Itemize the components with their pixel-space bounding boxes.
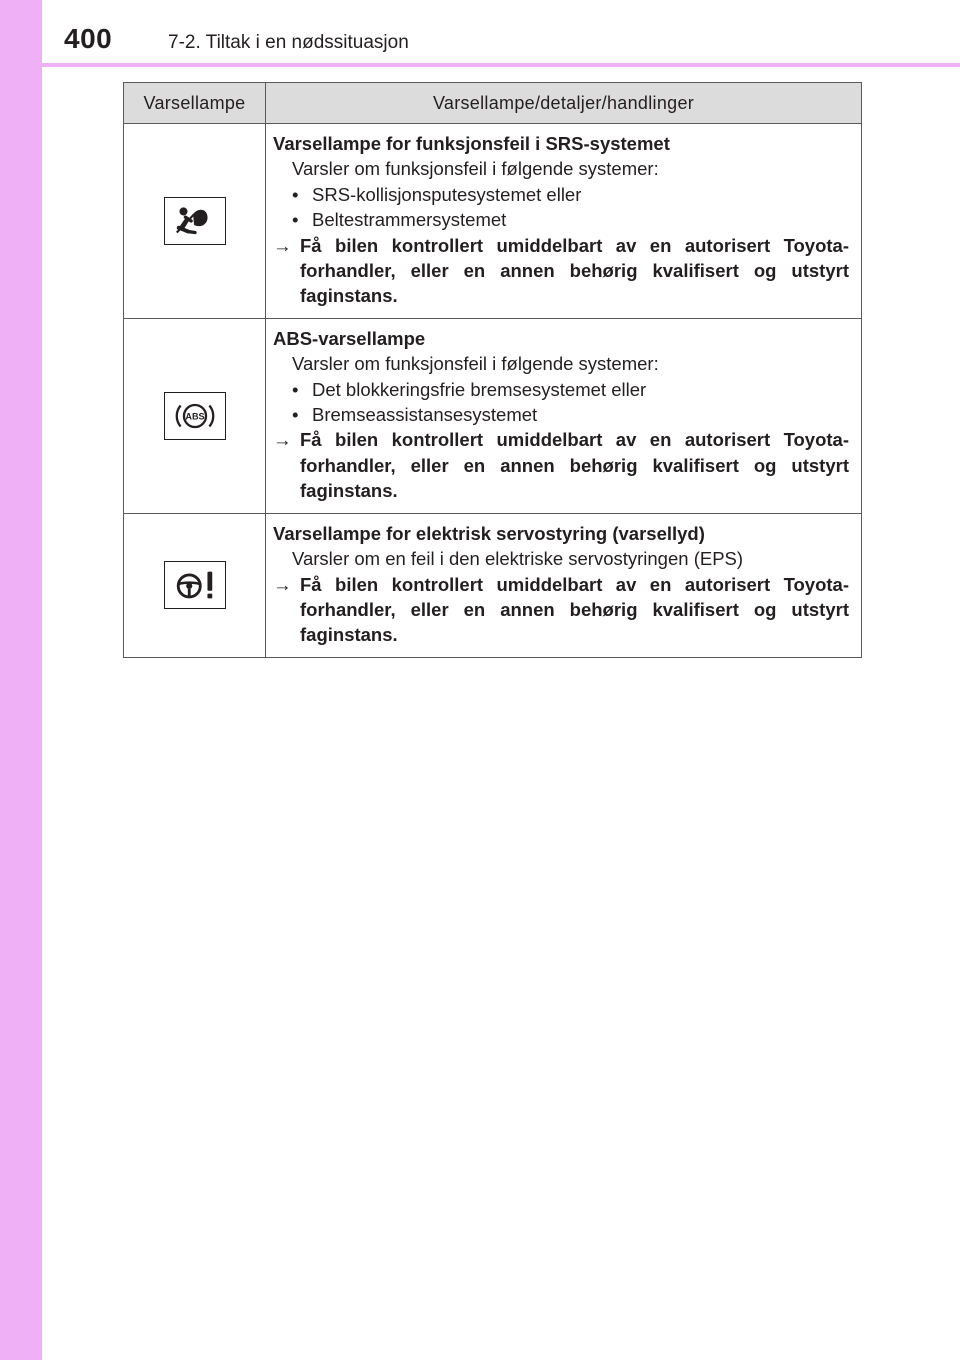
details-cell <box>266 318 862 513</box>
power-steering-warning-icon <box>164 561 226 609</box>
action-instruction: → Få bilen kontrollert umiddelbart av en autorisert Toyota-forhandler, eller en annen behørig kvalifisert og utstyrt faginstans. <box>273 573 849 646</box>
table-row-eps <box>124 513 862 657</box>
abs-icon-label: ABS <box>184 411 205 422</box>
page-number: 400 <box>64 23 113 54</box>
abs-warning-icon <box>164 392 226 440</box>
list-item: • Bremseassistansesystemet <box>292 404 538 426</box>
lamp-description: Varsler om funksjonsfeil i følgende systemer: <box>292 158 659 180</box>
lamp-title: ABS-varsellampe <box>273 327 426 349</box>
srs-airbag-warning-icon <box>164 197 226 245</box>
lamp-description: Varsler om funksjonsfeil i følgende systemer: <box>292 353 659 375</box>
table-row-abs <box>124 318 862 513</box>
icon-cell <box>124 318 266 513</box>
lamp-description: Varsler om en feil i den elektriske servostyringen (EPS) <box>292 548 744 570</box>
details-cell <box>266 513 862 657</box>
warning-lamp-table <box>123 82 862 658</box>
column-header-lamp: Varsellampe <box>124 83 266 124</box>
side-color-strip <box>0 0 42 1360</box>
table-row-srs <box>124 124 862 319</box>
icon-cell <box>124 124 266 319</box>
section-title: 7-2. Tiltak i en nødssituasjon <box>168 32 409 53</box>
arrow-right-icon: → <box>273 234 292 256</box>
icon-cell <box>124 513 266 657</box>
action-instruction: → Få bilen kontrollert umiddelbart av en autorisert Toyota-forhandler, eller en annen behørig kvalifisert og utstyrt faginstans. <box>273 429 849 502</box>
table-header-row <box>124 83 862 124</box>
arrow-right-icon: → <box>273 573 292 595</box>
header-divider <box>42 63 960 67</box>
lamp-title: Varsellampe for elektrisk servostyring (varsellyd) <box>273 522 705 544</box>
lamp-title: Varsellampe for funksjonsfeil i SRS-systemet <box>273 133 670 154</box>
list-item: • Beltestrammersystemet <box>292 209 507 231</box>
details-cell <box>266 124 862 319</box>
arrow-right-icon: → <box>273 429 292 451</box>
list-item: • SRS-kollisjonsputesystemet eller <box>292 183 582 205</box>
column-header-details: Varsellampe/detaljer/handlinger <box>266 83 862 124</box>
list-item: • Det blokkeringsfrie bremsesystemet eller <box>292 378 647 400</box>
action-instruction: → Få bilen kontrollert umiddelbart av en autorisert Toyota-forhandler, eller en annen behørig kvalifisert og utstyrt faginstans. <box>273 234 849 307</box>
